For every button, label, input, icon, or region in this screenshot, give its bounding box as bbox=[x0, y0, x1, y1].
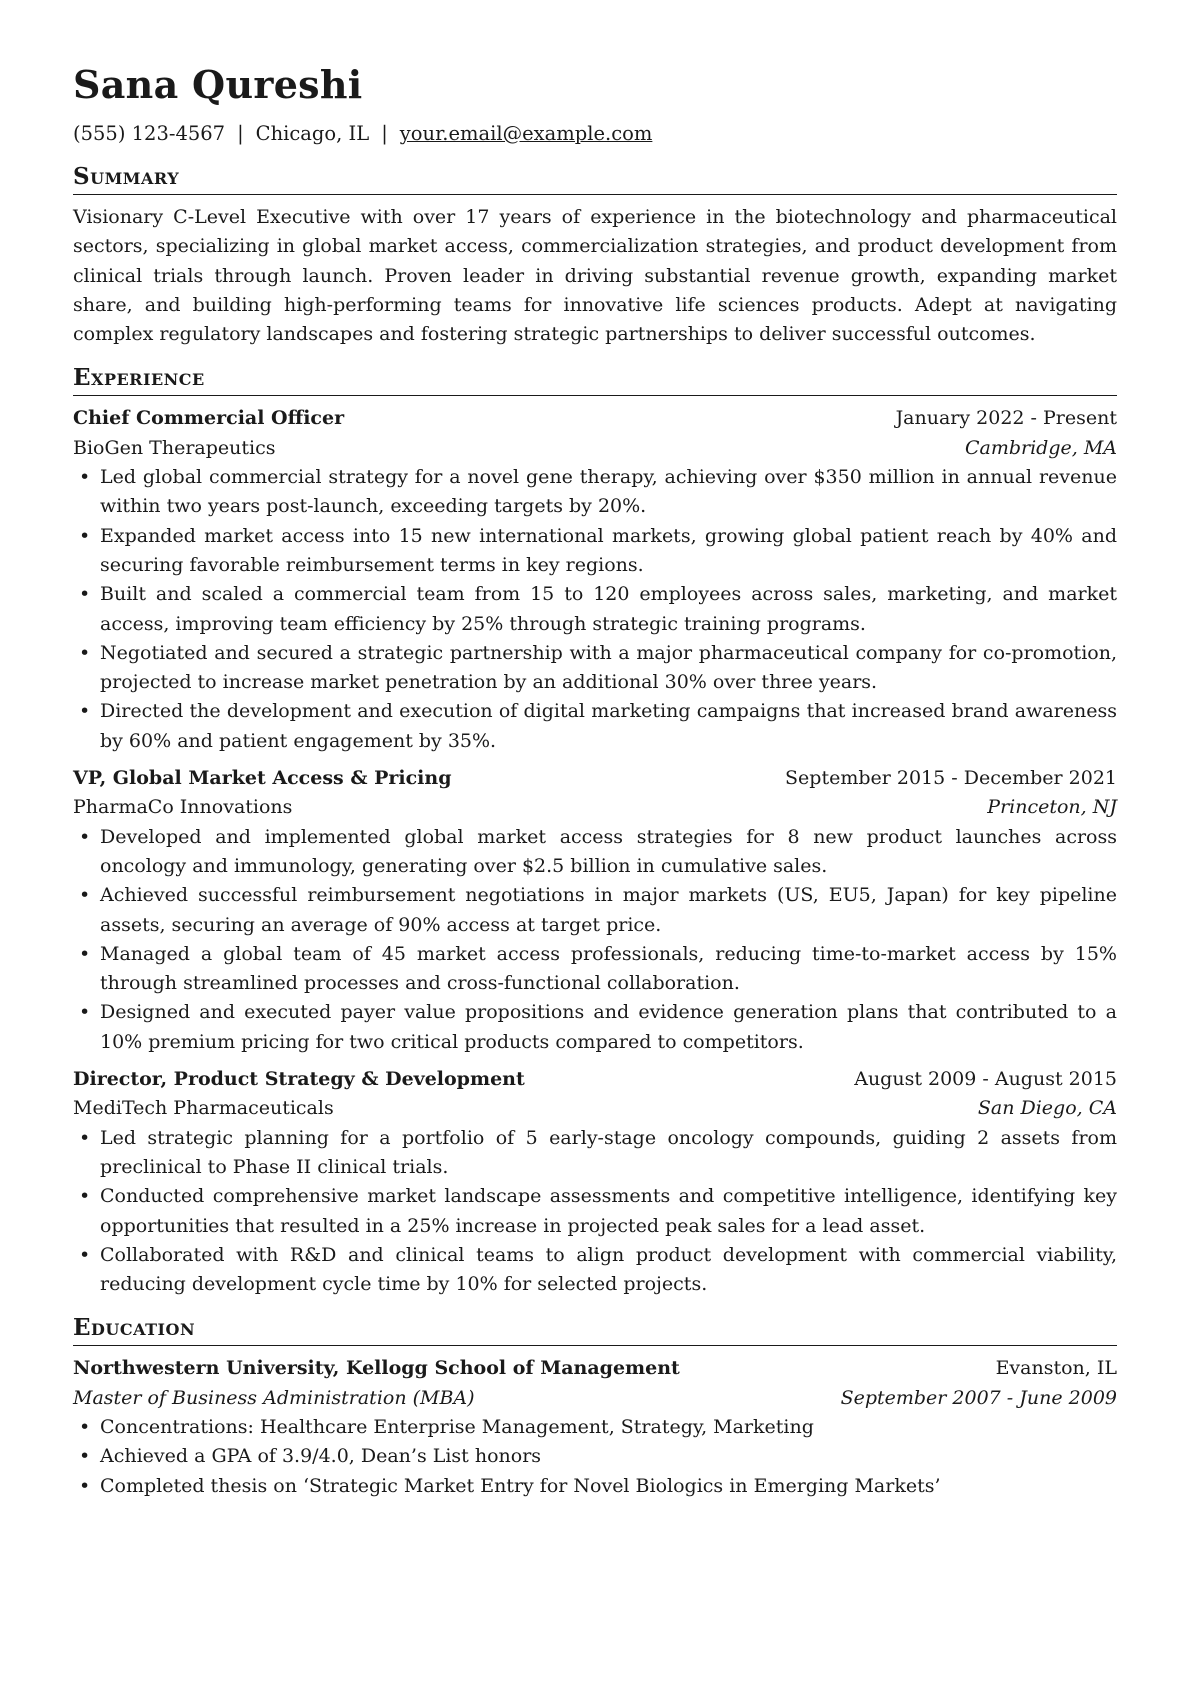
job-title: VP, Global Market Access & Pricing bbox=[73, 767, 452, 790]
job-entry bbox=[73, 404, 1117, 756]
list-item: • Led strategic planning for a portfolio of 5 early-stage oncology compounds, guiding 2 assets from preclinical to Phase II clinical trials. bbox=[73, 1124, 1117, 1183]
candidate-name: Sana Qureshi bbox=[73, 62, 363, 107]
list-item: • Concentrations: Healthcare Enterprise Management, Strategy, Marketing bbox=[73, 1413, 1117, 1442]
education-entry bbox=[73, 1354, 1117, 1500]
job-title: Director, Product Strategy & Development bbox=[73, 1068, 525, 1091]
company-name: MediTech Pharmaceuticals bbox=[73, 1097, 334, 1120]
summary-heading: Summary bbox=[73, 162, 1117, 195]
company-name: BioGen Therapeutics bbox=[73, 436, 276, 459]
job-entry bbox=[73, 1065, 1117, 1299]
job-bullets bbox=[73, 1124, 1117, 1300]
list-item: • Achieved successful reimbursement negotiations in major markets (US, EU5, Japan) for key pipeline assets, securing an average of 90% access at target price. bbox=[73, 881, 1117, 940]
job-dates: January 2022 - Present bbox=[895, 407, 1117, 430]
location: Chicago, IL bbox=[255, 122, 370, 145]
list-item: • Managed a global team of 45 market access professionals, reducing time-to-market access by 15% through streamlined processes and cross-functional collaboration. bbox=[73, 940, 1117, 999]
experience-heading: Experience bbox=[73, 363, 1117, 396]
school-name: Northwestern University, Kellogg School of Management bbox=[73, 1357, 680, 1380]
list-item: • Expanded market access into 15 new international markets, growing global patient reach by 40% and securing favorable reimbursement terms in key regions. bbox=[73, 522, 1117, 581]
education-heading: Education bbox=[73, 1313, 1117, 1346]
education-bullets bbox=[73, 1413, 1117, 1501]
email-link[interactable]: your.email@example.com bbox=[399, 122, 653, 145]
contact-separator: | bbox=[237, 122, 244, 145]
job-entry bbox=[73, 764, 1117, 1057]
job-bullets bbox=[73, 463, 1117, 756]
list-item: • Built and scaled a commercial team from 15 to 120 employees across sales, marketing, and market access, improving team efficiency by 25% through strategic training programs. bbox=[73, 580, 1117, 639]
list-item: • Collaborated with R&D and clinical teams to align product development with commercial viability, reducing development cycle time by 10% for selected projects. bbox=[73, 1241, 1117, 1300]
job-location: Princeton, NJ bbox=[987, 796, 1117, 819]
list-item: • Conducted comprehensive market landscape assessments and competitive intelligence, identifying key opportunities that resulted in a 25% increase in projected peak sales for a lead asset. bbox=[73, 1182, 1117, 1241]
summary-text: Visionary C-Level Executive with over 17 years of experience in the biotechnology and pharmaceutical sectors, specializing in global market access, commercialization strategies, and product development from clinical trials through launch. Proven leader in driving substantial revenue growth, expanding market share, and building high-performing teams for innovative life sciences products. Adept at navigating complex regulatory landscapes and fostering strategic partnerships to deliver successful outcomes. bbox=[73, 206, 1117, 346]
education-dates: September 2007 - June 2009 bbox=[840, 1386, 1117, 1409]
degree-name: Master of Business Administration (MBA) bbox=[73, 1386, 475, 1409]
list-item: • Designed and executed payer value propositions and evidence generation plans that contributed to a 10% premium pricing for two critical products compared to competitors. bbox=[73, 998, 1117, 1057]
company-name: PharmaCo Innovations bbox=[73, 796, 293, 819]
job-dates: August 2009 - August 2015 bbox=[854, 1068, 1117, 1091]
job-location: San Diego, CA bbox=[977, 1097, 1117, 1120]
job-bullets bbox=[73, 823, 1117, 1057]
contact-separator: | bbox=[381, 122, 388, 145]
list-item: • Negotiated and secured a strategic partnership with a major pharmaceutical company for co-promotion, projected to increase market penetration by an additional 30% over three years. bbox=[73, 639, 1117, 698]
list-item: • Achieved a GPA of 3.9/4.0, Dean’s List honors bbox=[73, 1442, 1117, 1471]
list-item: • Led global commercial strategy for a novel gene therapy, achieving over $350 million in annual revenue within two years post-launch, exceeding targets by 20%. bbox=[73, 463, 1117, 522]
school-location: Evanston, IL bbox=[995, 1357, 1117, 1380]
job-title: Chief Commercial Officer bbox=[73, 407, 345, 430]
phone-number: (555) 123-4567 bbox=[73, 122, 226, 145]
list-item: • Developed and implemented global market access strategies for 8 new product launches across oncology and immunology, generating over $2.5 billion in cumulative sales. bbox=[73, 823, 1117, 882]
list-item: • Directed the development and execution of digital marketing campaigns that increased brand awareness by 60% and patient engagement by 35%. bbox=[73, 697, 1117, 756]
job-location: Cambridge, MA bbox=[964, 436, 1117, 459]
job-dates: September 2015 - December 2021 bbox=[785, 767, 1117, 790]
contact-line bbox=[73, 120, 1117, 148]
list-item: • Completed thesis on ‘Strategic Market Entry for Novel Biologics in Emerging Markets’ bbox=[73, 1472, 1117, 1501]
